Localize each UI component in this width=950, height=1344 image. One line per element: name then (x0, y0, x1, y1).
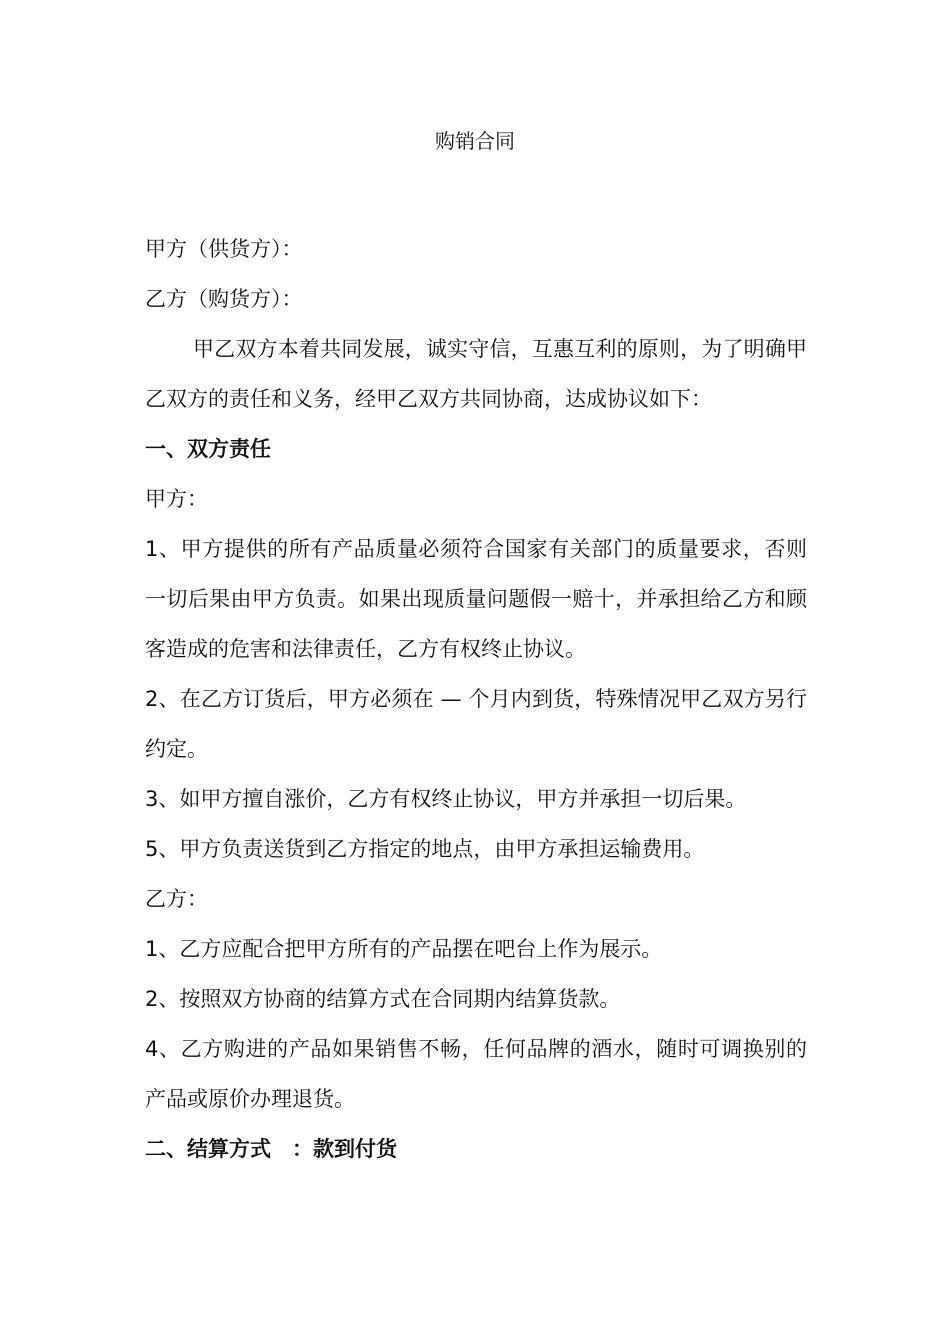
document-title: 购销合同 (435, 129, 515, 153)
party-b-label: 乙方： (145, 887, 208, 911)
party-b-item-1: 1、乙方应配合把甲方所有的产品摆在吧台上作为展示。 (145, 937, 663, 961)
party-b-item-2: 2、按照双方协商的结算方式在合同期内结算货款。 (145, 987, 621, 1011)
party-a-line: 甲方（供货方）： (145, 237, 303, 261)
party-a-item-3: 3、如甲方擅自涨价，乙方有权终止协议，甲方并承担一切后果。 (145, 787, 747, 811)
preamble-paragraph: 甲乙双方本着共同发展，诚实守信，互惠互利的原则，为了明确甲乙双方的责任和义务，经甲乙双方共同协商，达成协议如下： (145, 337, 807, 411)
party-b-line: 乙方（购货方）： (145, 287, 303, 311)
party-a-item-2: 2、在乙方订货后，甲方必须在 — 个月内到货，特殊情况甲乙双方另行约定。 (145, 687, 807, 761)
party-a-item-1: 1、甲方提供的所有产品质量必须符合国家有关部门的质量要求，否则一切后果由甲方负责。如果出现质量问题假一赔十，并承担给乙方和顾客造成的危害和法律责任，乙方有权终止协议。 (145, 537, 807, 661)
party-b-item-4: 4、乙方购进的产品如果销售不畅，任何品牌的酒水，随时可调换别的产品或原价办理退货。 (145, 1037, 807, 1111)
document-body (145, 224, 807, 1174)
section2-heading: 二、结算方式 ：款到付货 (145, 1137, 397, 1161)
party-a-label: 甲方： (145, 487, 208, 511)
section1-heading: 一、双方责任 (145, 437, 271, 461)
party-a-item-5: 5、甲方负责送货到乙方指定的地点，由甲方承担运输费用。 (145, 837, 705, 861)
